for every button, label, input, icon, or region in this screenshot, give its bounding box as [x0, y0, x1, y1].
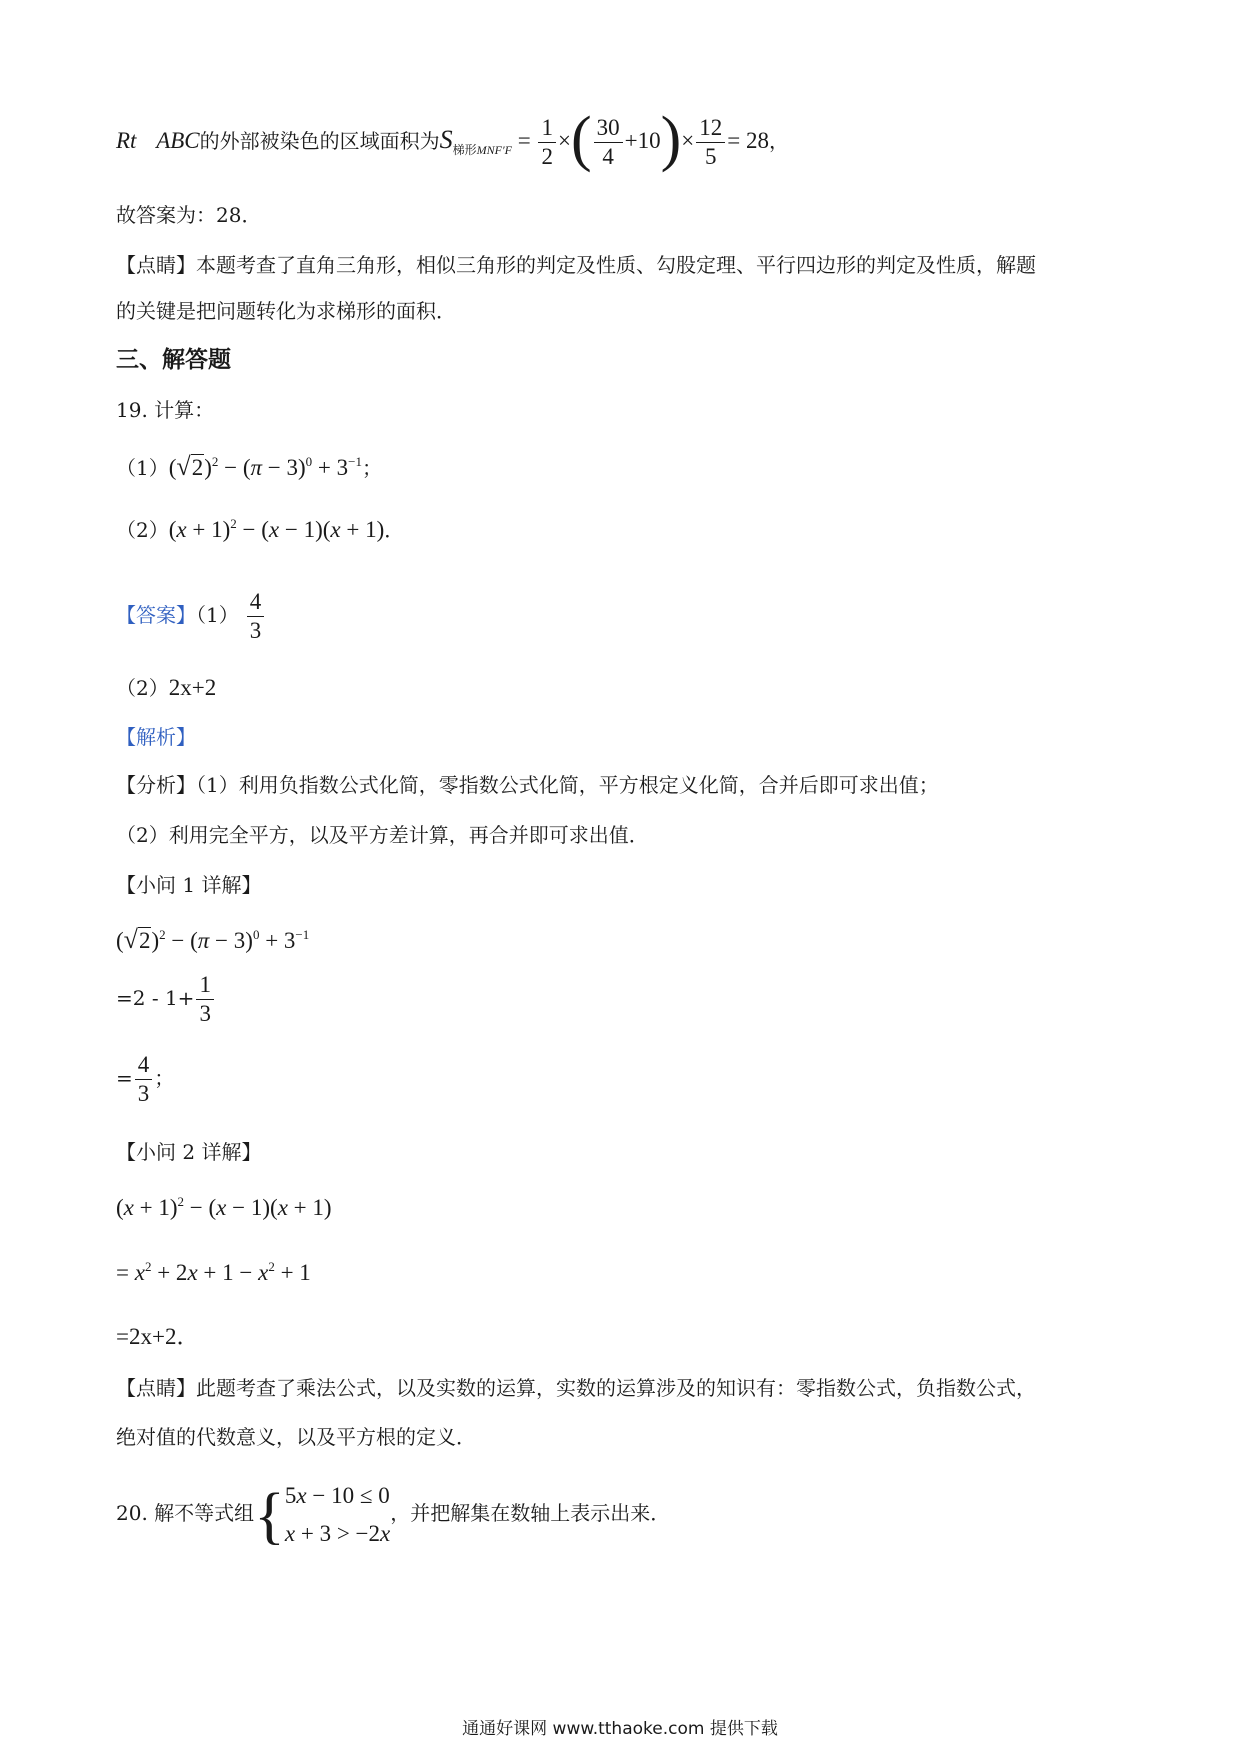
token: − (	[184, 1195, 217, 1220]
fraction-denominator: 5	[704, 144, 717, 170]
token: =	[116, 1260, 135, 1285]
part-label: （2）	[116, 676, 169, 700]
token: (	[168, 517, 177, 542]
question-19: 19. 计算：	[116, 398, 215, 422]
inequality-1	[285, 1477, 390, 1515]
variable-x: x	[296, 1483, 307, 1509]
equals-sign: =	[517, 128, 531, 153]
semicolon: ；	[154, 1066, 175, 1090]
variable-x: x	[187, 1260, 198, 1285]
fraction-12-5	[696, 114, 725, 171]
semicolon: ；	[362, 456, 382, 480]
answer-value: 2x+2	[168, 675, 217, 700]
token: + 2	[151, 1260, 188, 1285]
analysis-tag: 【解析】	[116, 725, 196, 749]
fraction-numerator: 4	[135, 1051, 153, 1080]
comment2-line-1: 【点睛】此题考查了乘法公式，以及实数的运算，实数的运算涉及的知识有：零指数公式，负指数公式，	[116, 1376, 1036, 1400]
exponent: 0	[305, 454, 313, 469]
trapezoid-name: MNF′F	[476, 143, 512, 157]
variable-x: x	[330, 517, 341, 542]
exponent: 2	[159, 927, 166, 942]
subquestion-1-heading: 【小问 1 详解】	[116, 873, 262, 897]
comment-line-2: 的关键是把问题转化为求梯形的面积．	[116, 299, 456, 323]
close-paren: )	[151, 928, 160, 953]
radicand: 2	[138, 928, 151, 953]
trapezoid-label: 梯形	[452, 143, 477, 157]
question-19-part-1	[116, 452, 382, 483]
minus-part: − (	[218, 455, 251, 480]
open-paren: (	[168, 455, 177, 480]
page-footer: 通通好课网 www.tthaoke.com 提供下载	[462, 1719, 778, 1739]
fraction-denominator: 3	[249, 618, 262, 643]
fraction-half	[538, 114, 556, 171]
subquestion-2-heading: 【小问 2 详解】	[116, 1140, 262, 1164]
analysis-part-2: （2）利用完全平方，以及平方差计算，再合并即可求出值．	[116, 823, 649, 847]
times-sign: ×	[681, 128, 695, 153]
exponent: 2	[177, 1194, 185, 1209]
fraction-numerator: 1	[538, 114, 556, 143]
fraction-denominator: 3	[137, 1081, 150, 1106]
variable-x: x	[258, 1260, 269, 1285]
solution-2-step-3: =2x+2．	[116, 1324, 200, 1349]
fraction-30-4	[594, 114, 623, 171]
expression	[169, 517, 385, 542]
close-paren: )	[204, 455, 212, 480]
variable-x: x	[176, 517, 187, 542]
fraction-numerator: 30	[594, 114, 623, 143]
part-label: （2）	[116, 518, 169, 542]
variable-x: x	[380, 1521, 391, 1547]
question-20	[116, 1468, 670, 1560]
variable-x: x	[277, 1195, 288, 1220]
fraction-denominator: 2	[541, 144, 553, 170]
plus-three: + 3	[312, 455, 349, 480]
radical-icon: √	[123, 925, 138, 954]
fraction-four-thirds	[135, 1051, 153, 1108]
times-sign: ×	[557, 128, 571, 153]
exponent: 2	[268, 1259, 275, 1274]
left-brace: {	[254, 1479, 285, 1551]
area-description: 的外部被染色的区域面积为	[199, 129, 440, 153]
exponent: 2	[230, 516, 237, 531]
answer-part-2	[116, 673, 216, 703]
exponent: 2	[144, 1259, 152, 1274]
left-paren: (	[570, 104, 592, 173]
variable-x: x	[134, 1260, 145, 1285]
inequality-rows	[285, 1477, 390, 1553]
answer-tag: 【答案】	[116, 603, 196, 627]
answer-fraction	[247, 588, 265, 645]
part-label: （1）	[116, 456, 169, 480]
section-heading: 三、解答题	[116, 346, 231, 373]
analysis-part-1: 【分析】（1）利用负指数公式化简，零指数公式化简，平方根定义化简，合并后即可求出值；	[116, 773, 939, 797]
plus-ten: +10	[624, 128, 661, 153]
fraction-one-third	[196, 971, 214, 1028]
token: − 1)(	[226, 1195, 278, 1220]
minus-three: − 3)	[262, 455, 306, 480]
inequality-system	[254, 1469, 390, 1561]
exponent: 2	[211, 454, 219, 469]
pi-symbol: π	[250, 455, 263, 480]
token: + 1	[274, 1260, 311, 1285]
token: + 1 −	[197, 1260, 259, 1285]
token: − (	[236, 517, 269, 542]
token: =	[116, 1066, 133, 1090]
token: − 10 ≤ 0	[306, 1483, 390, 1509]
comment-line-1: 【点睛】本题考查了直角三角形，相似三角形的判定及性质、勾股定理、平行四边形的判定及性质，解题	[116, 253, 1036, 277]
sqrt-2	[176, 452, 204, 483]
radicand: 2	[191, 455, 204, 480]
token: (	[116, 1195, 124, 1220]
question-19-part-2	[116, 515, 404, 545]
radical-icon: √	[176, 452, 191, 481]
token: + 3	[259, 928, 296, 953]
area-formula-line	[116, 100, 789, 183]
exponent: −1	[295, 927, 310, 942]
token: 5	[284, 1483, 297, 1509]
token: + 3 > −2	[295, 1521, 381, 1547]
fraction-denominator: 4	[602, 144, 614, 170]
solution-1-step-1	[116, 925, 309, 956]
solution-1-step-2	[116, 968, 216, 1028]
exponent: 0	[252, 927, 260, 942]
token: − 3)	[209, 928, 253, 953]
solution-1-step-3	[116, 1048, 174, 1108]
variable-x: x	[268, 517, 280, 542]
comment2-line-2: 绝对值的代数意义，以及平方根的定义．	[116, 1425, 476, 1449]
sqrt-2	[124, 925, 152, 956]
expression	[168, 452, 362, 481]
token: =2 - 1+	[116, 986, 195, 1010]
token: + 1)	[133, 1195, 178, 1220]
period: ．	[384, 518, 405, 542]
rt-symbol: Rt	[116, 128, 137, 153]
pi-symbol: π	[197, 928, 210, 953]
token: + 1)	[340, 517, 385, 542]
comma: ，	[768, 129, 789, 153]
token: − (	[165, 928, 198, 953]
open-paren: (	[116, 928, 124, 953]
fraction-numerator: 12	[696, 114, 725, 143]
token: + 1)	[287, 1195, 332, 1220]
solution-2-step-1	[116, 1193, 332, 1223]
question-prefix: 20. 解不等式组	[116, 1501, 255, 1525]
exponent: −1	[348, 454, 362, 469]
area-symbol: S	[439, 125, 453, 154]
question-suffix: ，并把解集在数轴上表示出来．	[390, 1501, 671, 1525]
token: + 1)	[186, 517, 231, 542]
solution-2-step-2	[116, 1258, 311, 1288]
answer-block	[116, 585, 266, 645]
fraction-numerator: 4	[247, 588, 265, 617]
right-paren: )	[660, 104, 682, 173]
result-value: = 28	[727, 128, 769, 153]
answer-line: 故答案为：28．	[116, 203, 262, 227]
variable-x: x	[123, 1195, 134, 1220]
variable-x: x	[284, 1521, 296, 1547]
variable-x: x	[216, 1195, 227, 1220]
token: − 1)(	[279, 517, 331, 542]
inequality-2	[285, 1515, 390, 1553]
fraction-numerator: 1	[196, 971, 214, 1000]
fraction-denominator: 3	[199, 1001, 211, 1026]
part-label: （1）	[196, 603, 239, 627]
triangle-name: ABC	[156, 128, 200, 153]
